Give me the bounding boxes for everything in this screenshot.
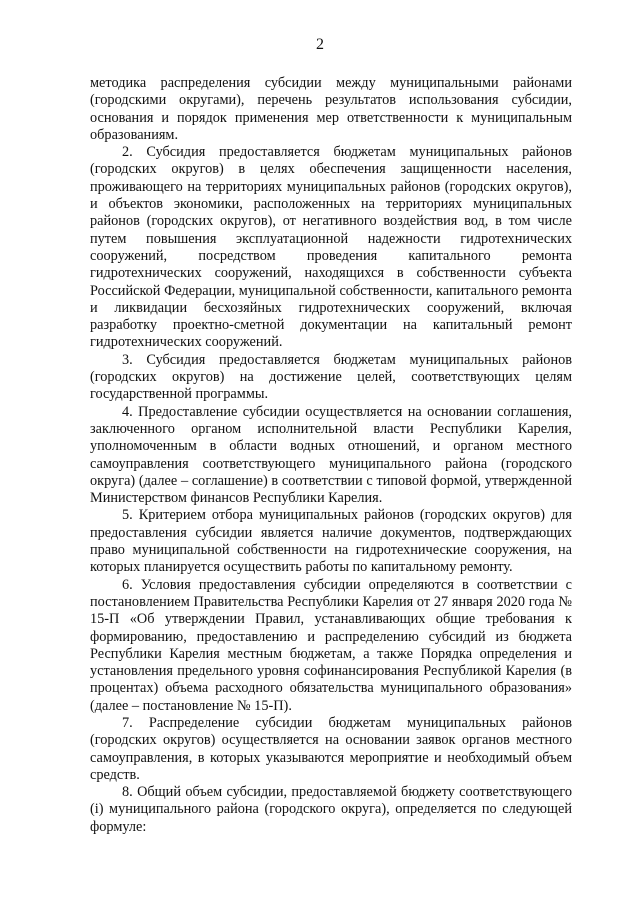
paragraph-8: 8. Общий объем субсидии, предоставляемой бюджету соответствующего (i) муниципального района (городского округа), определяется по следующей формуле: xyxy=(90,784,572,835)
paragraph-5: 5. Критерием отбора муниципальных районов (городских округов) для предоставления субсидии является наличие документов, подтверждающих право муниципальной собственности на гидротехнические сооружения, на которых планируется осуществить работы по капитальному ремонту. xyxy=(90,507,572,576)
paragraph-6: 6. Условия предоставления субсидии определяются в соответствии с постановлением Правительства Республики Карелия от 27 января 2020 года № 15-П «Об утверждении Правил, устанавливающих общие требования к формированию, предоставлению и распределению субсидий из бюджета Республики Карелия местным бюджетам, а также Порядка определения и установления предельного уровня софинансирования Республикой Карелия (в процентах) объема расходного обязательства муниципального образования» (далее – постановление № 15-П). xyxy=(90,576,572,714)
paragraph-intro-continuation: методика распределения субсидии между муниципальными районами (городскими округами), перечень результатов использования субсидии, основания и порядок применения мер ответственности к муниципальным образованиям. xyxy=(90,75,572,143)
paragraph-3: 3. Субсидия предоставляется бюджетам муниципальных районов (городских округов) на достижение целей, соответствующих целям государственной программы. xyxy=(90,351,572,403)
paragraph-4: 4. Предоставление субсидии осуществляется на основании соглашения, заключенного органом исполнительной власти Республики Карелия, уполномоченным в области водных отношений, и органом местного самоуправления соответствующего муниципального района (городского округа) (далее – соглашение) в соответствии с типовой формой, утвержденной Министерством финансов Республики Карелия. xyxy=(90,403,572,507)
page-number: 2 xyxy=(316,36,324,53)
document-body xyxy=(90,75,572,836)
paragraph-7: 7. Распределение субсидии бюджетам муниципальных районов (городских округов) осуществляется на основании заявок органов местного самоуправления, в которых указываются мероприятие и необходимый объем средств. xyxy=(90,714,572,783)
paragraph-2: 2. Субсидия предоставляется бюджетам муниципальных районов (городских округов) в целях обеспечения защищенности населения, проживающего на территориях муниципальных районов (городских округов), и объектов экономики, расположенных на территориях муниципальных районов (городских округов), от негативного воздействия вод, в том числе путем повышения эксплуатационной надежности гидротехнических сооружений, посредством проведения капитального ремонта гидротехнических сооружений, находящихся в собственности субъекта Российской Федерации, муниципальной собственности, капитального ремонта и ликвидации бесхозяйных гидротехнических сооружений, включая разработку проектно-сметной документации на капитальный ремонт гидротехнических сооружений. xyxy=(90,144,572,351)
